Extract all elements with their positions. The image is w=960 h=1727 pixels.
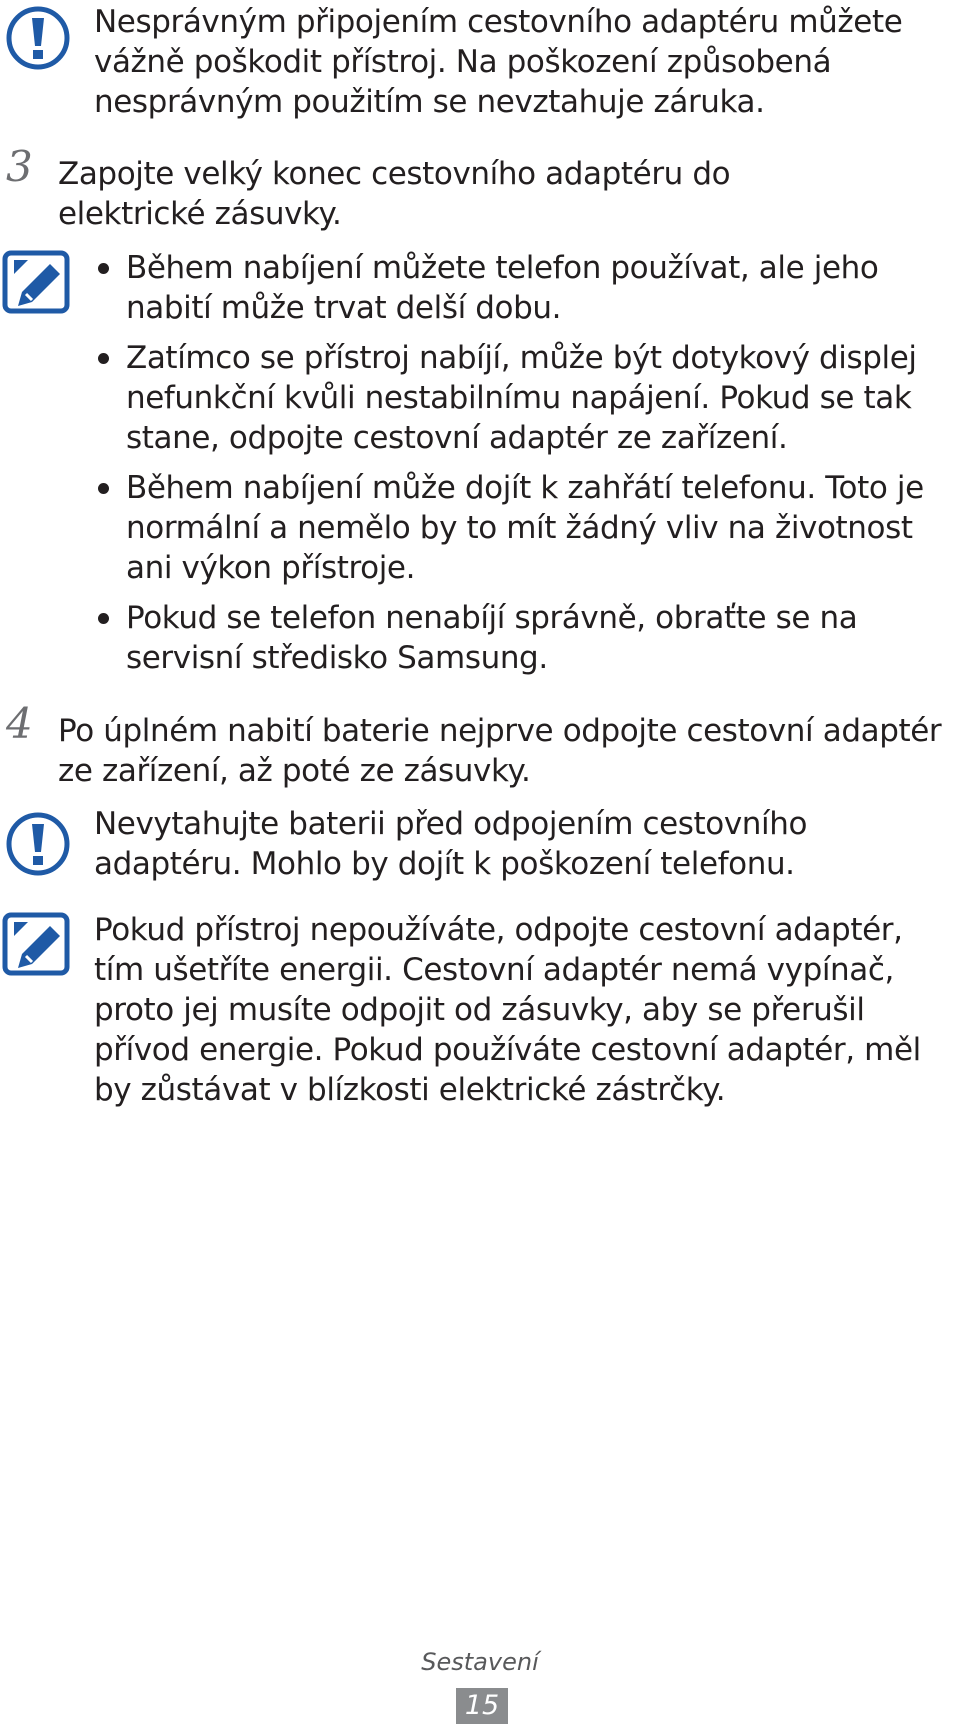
bullet-item [126,338,952,458]
step-number: 3 [6,142,33,191]
note-text-2: Pokud přístroj nepoužíváte, odpojte cestovní adaptér, tím ušetříte energii. Cestovní adaptér nemá vypínač, proto jej musíte odpojit od zásuvky, aby se přerušil přívod energie. Pokud používáte cestovní adaptér, měl by zůstávat v blízkosti elektrické zástrčky. [94,912,921,1108]
page-number: 15 [464,1690,500,1721]
step-3-bullet-list [126,248,952,678]
page-number-badge [456,1688,508,1724]
pencil-note-icon [2,912,70,980]
bullet-text: Během nabíjení může dojít k zahřátí telefonu. Toto je normální a nemělo by to mít žádný vliv na životnost ani výkon přístroje. [126,470,924,586]
exclamation-warning-icon [6,812,70,876]
bullet-icon [98,483,109,494]
pencil-note-icon [2,250,70,318]
exclamation-warning-icon [6,6,70,70]
step-4-text: Po úplném nabití baterie nejprve odpojte cestovní adaptér ze zařízení, až poté ze zásuvky. [58,713,942,789]
caution-text-2: Nevytahujte baterii před odpojením cestovního adaptéru. Mohlo by dojít k poškození telefonu. [94,806,808,882]
step-3-text: Zapojte velký konec cestovního adaptéru do elektrické zásuvky. [58,156,731,232]
bullet-text: Pokud se telefon nenabíjí správně, obraťte se na servisní středisko Samsung. [126,600,858,676]
bullet-icon [98,353,109,364]
bullet-icon [98,263,109,274]
footer-section-title: Sestavení [421,1648,539,1676]
step-number: 4 [6,699,33,748]
bullet-item [126,598,952,678]
bullet-text: Zatímco se přístroj nabíjí, může být dotykový displej nefunkční kvůli nestabilnímu napájení. Pokud se tak stane, odpojte cestovní adaptér ze zařízení. [126,340,917,456]
bullet-icon [98,613,109,624]
bullet-item [126,468,952,588]
caution-text-1: Nesprávným připojením cestovního adaptéru můžete vážně poškodit přístroj. Na poškození způsobená nesprávným použitím se nevztahuje záruka. [94,4,903,120]
bullet-text: Během nabíjení můžete telefon používat, ale jeho nabití může trvat delší dobu. [126,250,879,326]
bullet-item [126,248,952,328]
